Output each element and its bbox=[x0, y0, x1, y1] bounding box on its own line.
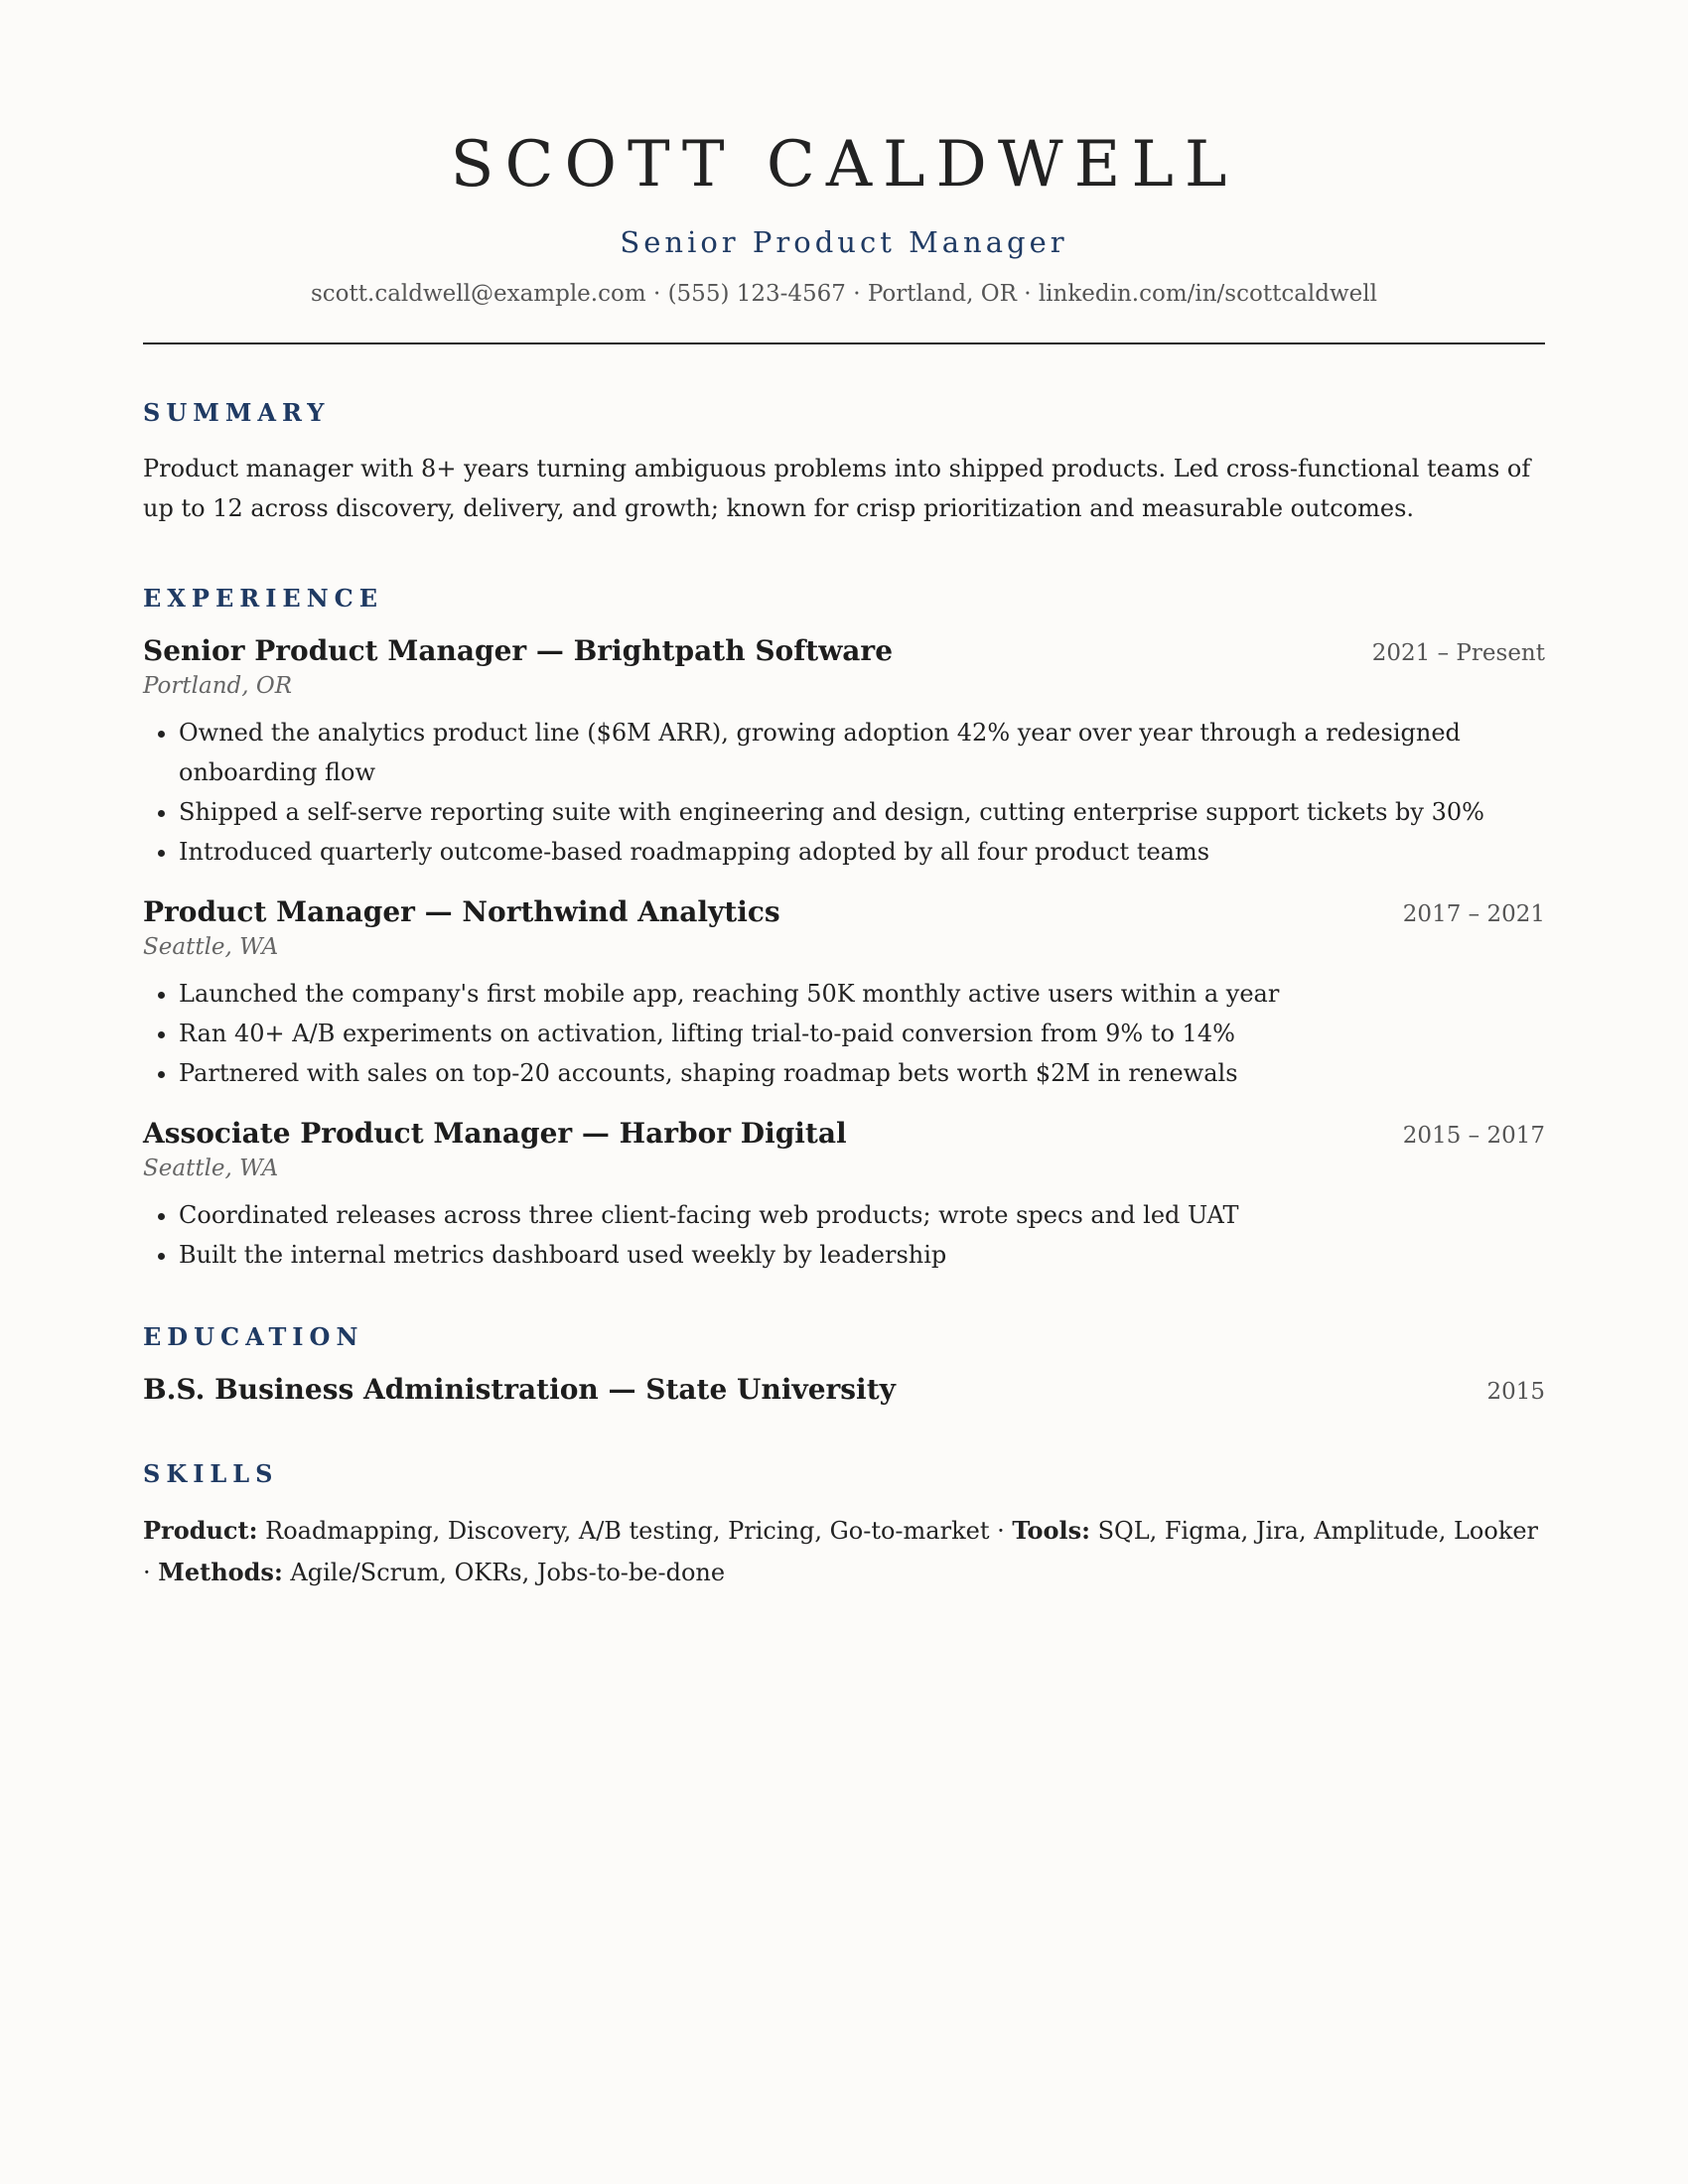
job-bullets bbox=[143, 1195, 1545, 1275]
job-dates: 2017 – 2021 bbox=[1402, 900, 1545, 927]
header-divider bbox=[143, 342, 1545, 344]
job-entry bbox=[143, 634, 1545, 872]
job-dates: 2015 – 2017 bbox=[1402, 1122, 1545, 1149]
education-section bbox=[143, 1322, 1545, 1406]
job-bullets bbox=[143, 713, 1545, 872]
bullet-item: • Owned the analytics product line ($6M ARR), growing adoption 42% year over year through a redesigned onboarding flow bbox=[179, 713, 1545, 792]
job-bullets bbox=[143, 974, 1545, 1093]
job-header bbox=[143, 895, 1545, 928]
job-header bbox=[143, 634, 1545, 667]
bullet-item: • Coordinated releases across three client-facing web products; wrote specs and led UAT bbox=[179, 1195, 1545, 1235]
candidate-title: Senior Product Manager bbox=[620, 224, 1068, 259]
skills-product-items: Roadmapping, Discovery, A/B testing, Pricing, Go-to-market · bbox=[257, 1516, 1013, 1545]
job-dates: 2021 – Present bbox=[1371, 639, 1545, 666]
skills-methods-items: Agile/Scrum, OKRs, Jobs-to-be-done bbox=[282, 1558, 726, 1586]
job-location: Seattle, WA bbox=[143, 1155, 279, 1181]
skills-section bbox=[143, 1459, 1545, 1593]
skills-heading: SKILLS bbox=[143, 1458, 279, 1488]
job-title: Senior Product Manager — Brightpath Software bbox=[143, 633, 894, 667]
skills-product-label: Product: bbox=[143, 1515, 258, 1545]
job-header bbox=[143, 1117, 1545, 1150]
job-entry bbox=[143, 1117, 1545, 1275]
education-entry bbox=[143, 1373, 1545, 1406]
skills-methods-label: Methods: bbox=[158, 1557, 283, 1586]
experience-heading: EXPERIENCE bbox=[143, 583, 384, 613]
bullet-item: • Introduced quarterly outcome-based roadmapping adopted by all four product teams bbox=[179, 832, 1545, 872]
skills-tools-label: Tools: bbox=[1012, 1515, 1090, 1545]
bullet-item: • Launched the company's first mobile app, reaching 50K monthly active users within a year bbox=[179, 974, 1545, 1014]
summary-heading: SUMMARY bbox=[143, 397, 331, 427]
bullet-item: • Built the internal metrics dashboard used weekly by leadership bbox=[179, 1235, 1545, 1275]
education-year: 2015 bbox=[1486, 1378, 1545, 1405]
candidate-name: SCOTT CALDWELL bbox=[450, 128, 1238, 202]
summary-section bbox=[143, 398, 1545, 528]
education-heading: EDUCATION bbox=[143, 1321, 364, 1351]
job-title: Associate Product Manager — Harbor Digital bbox=[143, 1116, 847, 1150]
job-location: Seattle, WA bbox=[143, 933, 279, 960]
experience-section bbox=[143, 584, 1545, 1275]
job-title: Product Manager — Northwind Analytics bbox=[143, 894, 780, 928]
bullet-item: • Ran 40+ A/B experiments on activation, lifting trial-to-paid conversion from 9% to 14% bbox=[179, 1014, 1545, 1053]
skills-tools-items: SQL, Figma, Jira, Amplitude, Looker · bbox=[143, 1516, 1539, 1586]
bullet-item: • Shipped a self-serve reporting suite with engineering and design, cutting enterprise support tickets by 30% bbox=[179, 792, 1545, 832]
contact-line: scott.caldwell@example.com · (555) 123-4567 · Portland, OR · linkedin.com/in/scottcaldwell bbox=[310, 280, 1378, 307]
resume-header bbox=[143, 127, 1545, 307]
bullet-item: • Partnered with sales on top-20 accounts, shaping roadmap bets worth $2M in renewals bbox=[179, 1053, 1545, 1093]
summary-text: Product manager with 8+ years turning ambiguous problems into shipped products. Led cross-functional teams of up to 12 across discovery, delivery, and growth; known for crisp prioritization and measurable outcomes. bbox=[143, 454, 1531, 522]
skills-text bbox=[143, 1510, 1545, 1593]
education-degree: B.S. Business Administration — State University bbox=[143, 1372, 896, 1406]
job-entry bbox=[143, 895, 1545, 1093]
job-location: Portland, OR bbox=[143, 672, 293, 699]
